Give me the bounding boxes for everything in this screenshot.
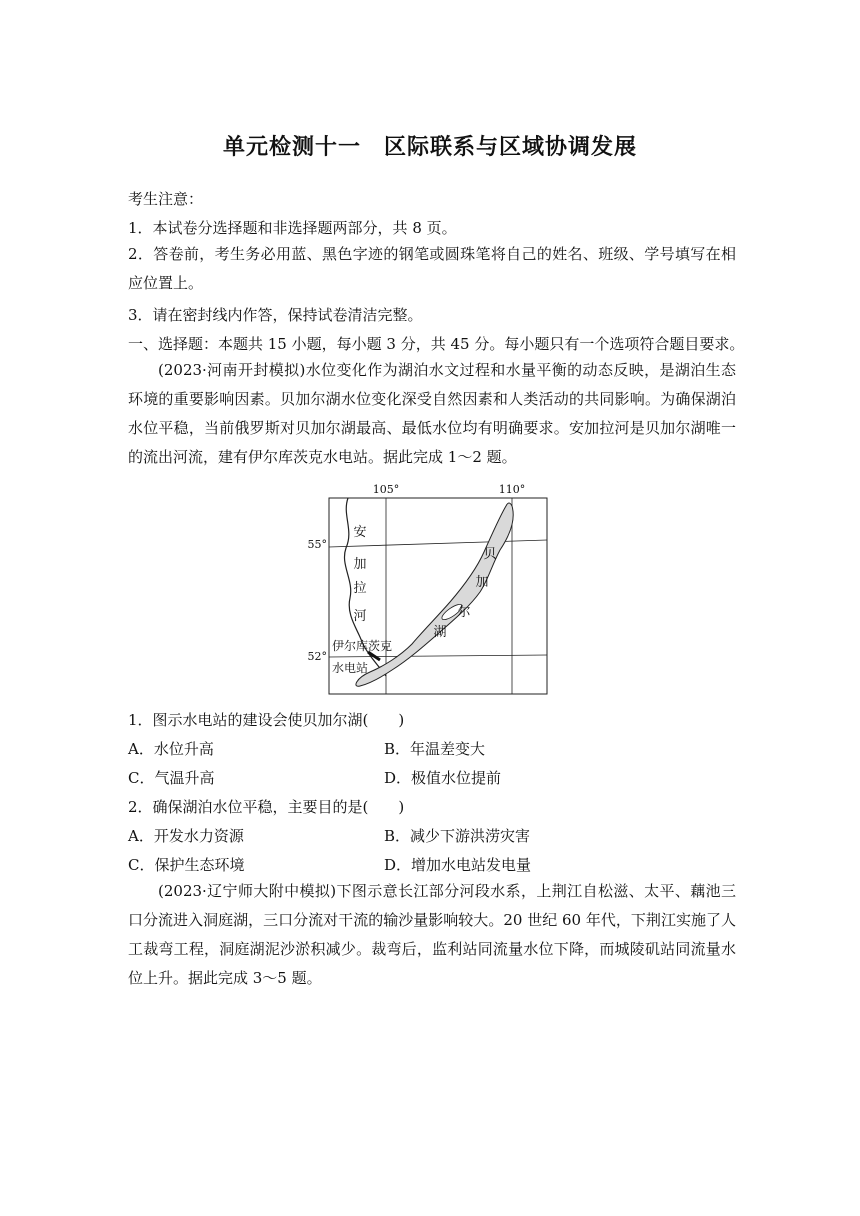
- dam-marker: [368, 652, 380, 660]
- parallel-52: [329, 655, 547, 657]
- question-1-option-c[interactable]: C．气温升高: [128, 769, 215, 787]
- question-2-stem: 2．确保湖泊水位平稳，主要目的是( ): [128, 798, 405, 816]
- river-label-2: 加: [353, 557, 367, 572]
- question-1-stem: 1．图示水电站的建设会使贝加尔湖( ): [128, 711, 405, 729]
- lake-label-3: 尔: [457, 605, 471, 620]
- station-label-2: 水电站: [332, 661, 369, 675]
- lat-label-55: 55°: [307, 538, 327, 551]
- question-2-option-b[interactable]: B．减少下游洪涝灾害: [384, 827, 531, 845]
- baikal-map: [300, 480, 560, 700]
- station-label-1: 伊尔库茨克: [332, 639, 393, 653]
- page-title: 单元检测十一 区际联系与区域协调发展: [222, 135, 637, 160]
- question-1-option-d[interactable]: D．极值水位提前: [384, 769, 502, 787]
- passage-2: (2023·辽宁师大附中模拟)下图示意长江部分河段水系，上荆江自松滋、太平、藕池三口分流进入洞庭湖，三口分流对干流的输沙量影响较大。20 世纪 60 年代，下荆江实施了人工裁弯工程，洞庭湖泥沙淤积减少。裁弯后，监利站同流量水位下降，而城陵矶站同流量水位上升。据此完成 3～5 题。: [128, 882, 736, 987]
- notice-item-3: 3．请在密封线内作答，保持试卷清洁完整。: [128, 306, 423, 324]
- parallel-55: [329, 540, 547, 547]
- lake-label-4: 湖: [433, 625, 447, 640]
- lake-label-1: 贝: [483, 547, 497, 562]
- lat-label-52: 52°: [307, 650, 327, 663]
- river-label-3: 拉: [353, 581, 367, 596]
- question-1-option-b[interactable]: B．年温差变大: [384, 740, 486, 758]
- notice-heading: 考生注意：: [128, 190, 204, 208]
- question-2-option-d[interactable]: D．增加水电站发电量: [384, 856, 532, 874]
- lon-label-105: 105°: [372, 483, 400, 496]
- question-2-option-c[interactable]: C．保护生态环境: [128, 856, 245, 874]
- question-1-option-a[interactable]: A．水位升高: [128, 740, 214, 758]
- lon-label-110: 110°: [498, 483, 526, 496]
- section-heading: 一、选择题：本题共 15 小题，每小题 3 分，共 45 分。每小题只有一个选项符合题目要求。: [128, 335, 745, 353]
- river-label-1: 安: [353, 525, 367, 540]
- river-label-4: 河: [353, 609, 367, 624]
- lake-label-2: 加: [475, 575, 489, 590]
- notice-item-2: 2．答卷前，考生务必用蓝、黑色字迹的钢笔或圆珠笔将自己的姓名、班级、学号填写在相应位置上。: [128, 245, 736, 292]
- passage-1: (2023·河南开封模拟)水位变化作为湖泊水文过程和水量平衡的动态反映，是湖泊生态环境的重要影响因素。贝加尔湖水位变化深受自然因素和人类活动的共同影响。为确保湖泊水位平稳，当前俄罗斯对贝加尔湖最高、最低水位均有明确要求。安加拉河是贝加尔湖唯一的流出河流，建有伊尔库茨克水电站。据此完成 1～2 题。: [128, 361, 736, 466]
- question-2-option-a[interactable]: A．开发水力资源: [128, 827, 244, 845]
- notice-item-1: 1．本试卷分选择题和非选择题两部分，共 8 页。: [128, 219, 457, 237]
